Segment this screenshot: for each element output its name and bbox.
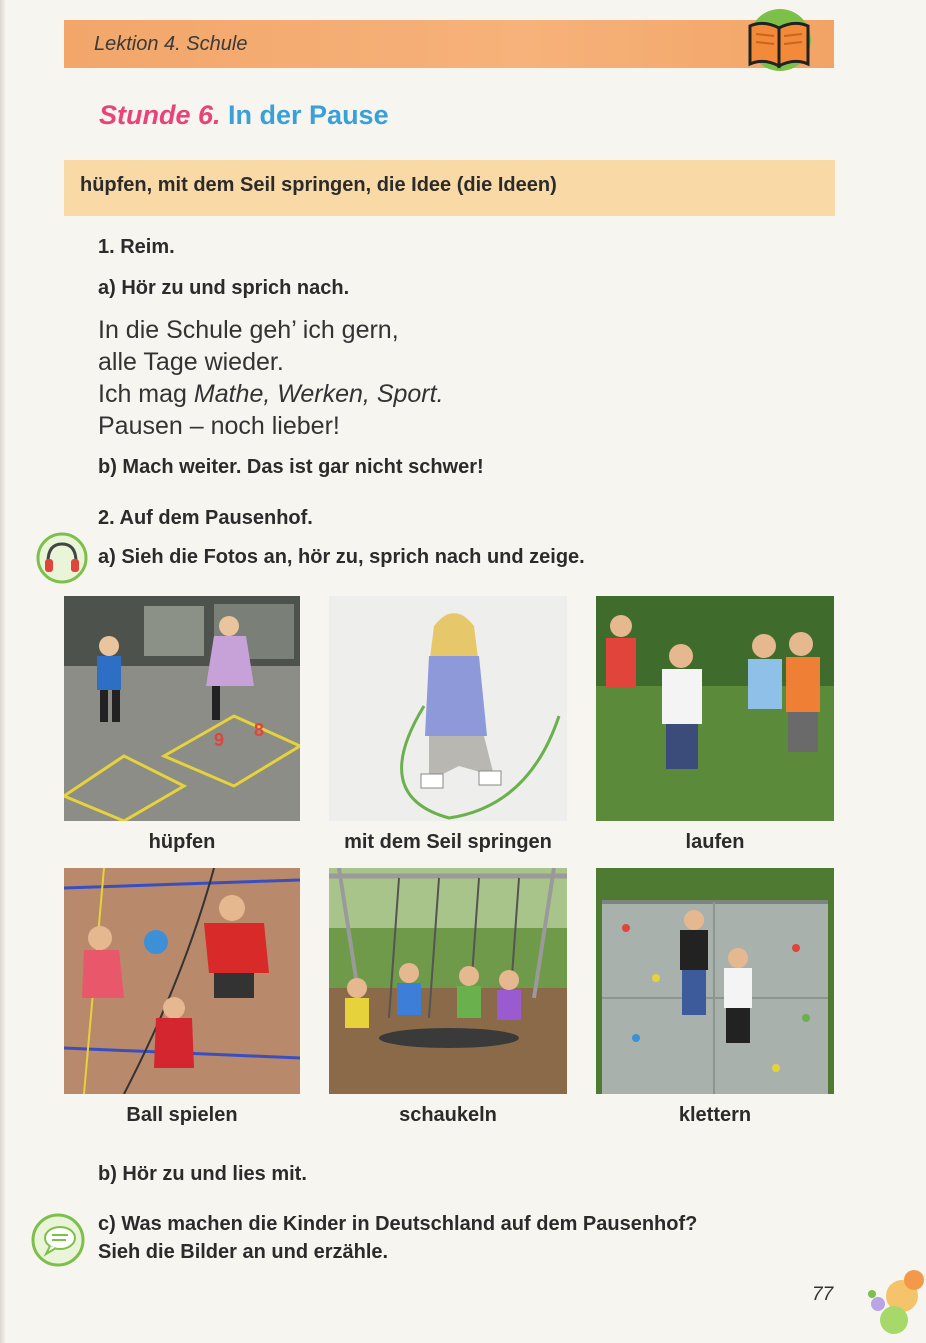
photo-jump-rope bbox=[329, 596, 567, 821]
photo-caption: Ball spielen bbox=[126, 1104, 238, 1126]
exercise-2a-instruction: a) Sieh die Fotos an, hör zu, sprich nach und zeige. bbox=[98, 546, 585, 568]
decorative-bubbles bbox=[864, 1268, 926, 1343]
headphones-icon bbox=[36, 532, 88, 584]
exercise-1a-instruction: a) Hör zu und sprich nach. bbox=[98, 277, 350, 299]
photo-caption: hüpfen bbox=[148, 831, 216, 853]
vocabulary-list: hüpfen, mit dem Seil springen, die Idee (die Ideen) bbox=[80, 174, 557, 196]
photo-swinging bbox=[329, 868, 567, 1094]
poem-line bbox=[98, 378, 444, 410]
poem-line: Pausen – noch lieber! bbox=[98, 412, 340, 440]
page-edge bbox=[0, 0, 6, 1343]
exercise-2-title: 2. Auf dem Pausenhof. bbox=[98, 507, 313, 529]
photo-caption: laufen bbox=[685, 831, 745, 853]
exercise-1b-instruction: b) Mach weiter. Das ist gar nicht schwer! bbox=[98, 456, 484, 478]
chapter-title: Lektion 4. Schule bbox=[94, 33, 248, 55]
photo-running bbox=[596, 596, 834, 821]
exercise-2c-instruction: Sieh die Bilder an und erzähle. bbox=[98, 1241, 389, 1263]
poem-line: In die Schule geh’ ich gern, bbox=[98, 316, 399, 344]
lesson-title bbox=[99, 100, 389, 131]
exercise-1-title: 1. Reim. bbox=[98, 236, 175, 258]
svg-text:9: 9 bbox=[214, 730, 225, 750]
photo-caption: schaukeln bbox=[399, 1104, 497, 1126]
photo-ball-game bbox=[64, 868, 300, 1094]
rhyme-poem bbox=[98, 314, 444, 442]
exercise-2b-instruction: b) Hör zu und lies mit. bbox=[98, 1163, 307, 1185]
poem-line-start: Ich mag bbox=[98, 380, 194, 408]
photo-caption: mit dem Seil springen bbox=[344, 831, 552, 853]
poem-subjects: Mathe, Werken, Sport. bbox=[193, 380, 444, 408]
exercise-2c-question: c) Was machen die Kinder in Deutschland auf dem Pausenhof? bbox=[98, 1213, 698, 1235]
photo-hopscotch bbox=[64, 596, 300, 821]
poem-line: alle Tage wieder. bbox=[98, 348, 284, 376]
photo-climbing bbox=[596, 868, 834, 1094]
photo-caption: klettern bbox=[678, 1104, 752, 1126]
open-book-icon bbox=[742, 6, 816, 72]
svg-text:8: 8 bbox=[254, 720, 265, 740]
lesson-number: Stunde 6. bbox=[99, 100, 221, 130]
lesson-name: In der Pause bbox=[228, 100, 389, 130]
speech-bubble-icon bbox=[30, 1212, 86, 1268]
page-number: 77 bbox=[812, 1284, 834, 1305]
